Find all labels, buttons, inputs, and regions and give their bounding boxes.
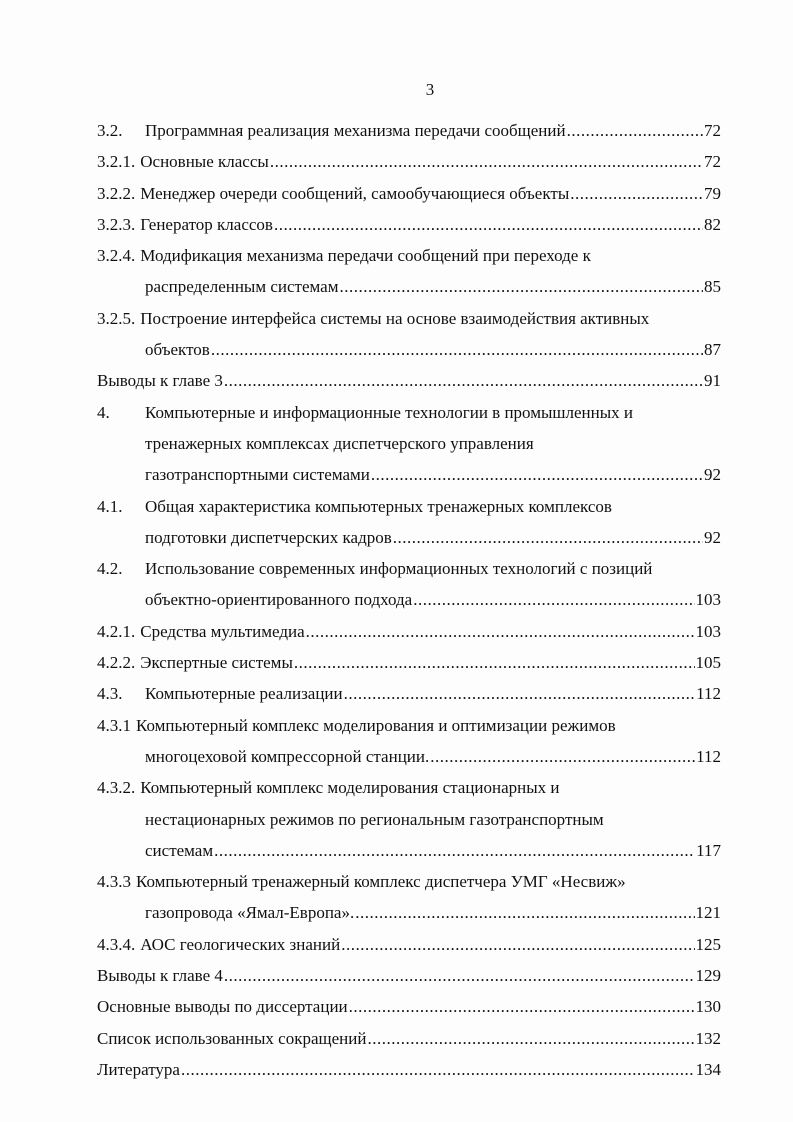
toc-entry (97, 303, 721, 366)
toc-entry-line (97, 866, 721, 897)
toc-entry-number: 4. (97, 402, 110, 422)
toc-entry-title: Компьютерные реализации (145, 684, 343, 704)
dot-leader (274, 209, 703, 240)
toc-entry-line (97, 741, 721, 772)
dot-leader (413, 584, 694, 615)
toc-entry-title: газопровода «Ямал-Европа». (145, 903, 355, 923)
dot-leader (181, 1054, 695, 1085)
toc-entry-number: 4.2.1. (97, 621, 136, 641)
toc-entry-line (97, 303, 721, 334)
toc-entry-title: АОС геологических знаний (140, 934, 341, 954)
toc-entry-line (97, 647, 721, 678)
toc-entry-line (97, 1023, 721, 1054)
toc-entry-page: 134 (695, 1059, 721, 1079)
toc-entry-line (97, 522, 721, 553)
toc-entry (97, 365, 721, 396)
toc-entry-title: Средства мультимедиа (140, 621, 305, 641)
toc-entry-title: Общая характеристика компьютерных тренажерных комплексов (145, 496, 612, 516)
toc-entry-title: газотранспортными системами (145, 465, 370, 485)
toc-entry-line (97, 178, 721, 209)
toc-entry (97, 1054, 721, 1085)
toc-entry-line (97, 271, 721, 302)
toc-entry-page: 121 (695, 903, 721, 923)
toc-entry (97, 710, 721, 773)
toc-entry-page: 72 (704, 152, 721, 172)
toc-entry-page: 92 (704, 465, 721, 485)
dot-leader (367, 1023, 694, 1054)
toc-entry-title: Компьютерные и информационные технологии в промышленных и (145, 402, 633, 422)
toc-entry-number: 3.2.3. (97, 214, 136, 234)
toc-entry (97, 929, 721, 960)
toc-entry-page: 132 (695, 1028, 721, 1048)
toc-entry-line (97, 960, 721, 991)
toc-entry-line (97, 397, 721, 428)
toc-entry-page: 92 (704, 527, 721, 547)
toc-entry-title: Основные классы (140, 152, 269, 172)
toc-entry-page: 112 (696, 684, 721, 704)
toc-entry-page: 85 (704, 277, 721, 297)
toc-entry-number: 4.2. (97, 559, 123, 579)
toc-entry (97, 647, 721, 678)
toc-entry (97, 240, 721, 303)
toc-entry (97, 553, 721, 616)
toc-entry-page: 87 (704, 340, 721, 360)
toc-entry-line (97, 209, 721, 240)
toc-entry (97, 491, 721, 554)
toc-entry-title: распределенным системам (145, 277, 339, 297)
toc-entry (97, 678, 721, 709)
toc-entry (97, 178, 721, 209)
toc-entry-line (97, 929, 721, 960)
toc-entry-number: 4.3.3 (97, 872, 131, 892)
toc-entry-number: 3.2. (97, 121, 123, 140)
dot-leader (211, 334, 703, 365)
toc-entry-number: 3.2.2. (97, 183, 136, 203)
toc-entry-line (97, 428, 721, 459)
toc-entry (97, 146, 721, 177)
toc-entry (97, 991, 721, 1022)
toc-entry-title: объектно-ориентированного подхода (145, 590, 413, 610)
dot-leader (344, 678, 696, 709)
dot-leader (224, 365, 703, 396)
toc-entry-line (97, 459, 721, 490)
toc-entry-number: 3.2.5. (97, 308, 136, 328)
toc-entry (97, 772, 721, 866)
toc-entry-title: Менеджер очереди сообщений, самообучающиеся объекты (140, 183, 570, 203)
toc-entry-title: Литература (97, 1059, 180, 1079)
dot-leader (339, 271, 703, 302)
dot-leader (567, 115, 703, 146)
toc-entry-title: системам (145, 840, 214, 860)
toc-entry-line (97, 334, 721, 365)
toc-entry-title: нестационарных режимов по региональным газотранспортным (145, 809, 604, 829)
toc-entry-page: 79 (704, 183, 721, 203)
toc-entry (97, 397, 721, 491)
toc-entry-line (97, 584, 721, 615)
toc-entry-page: 125 (695, 934, 721, 954)
toc-entry-number: 4.3.1 (97, 715, 131, 735)
toc-entry (97, 209, 721, 240)
toc-entry (97, 1023, 721, 1054)
dot-leader (341, 929, 694, 960)
toc-entry-title: Список использованных сокращений (97, 1028, 367, 1048)
toc-entry-page: 82 (704, 214, 721, 234)
dot-leader (355, 897, 694, 928)
dot-leader (570, 178, 703, 209)
toc-entry-line (97, 146, 721, 177)
toc-entry-page: 72 (704, 121, 721, 140)
toc-entry-title: Программная реализация механизма передачи сообщений (145, 121, 566, 140)
toc-entry-page: 112 (696, 746, 721, 766)
toc-entry (97, 616, 721, 647)
toc-entry-title: объектов (145, 340, 210, 360)
toc-entry-page: 103 (695, 621, 721, 641)
toc-entry-number: 4.1. (97, 496, 123, 516)
toc-entry-line (97, 804, 721, 835)
toc-entry-page: 103 (695, 590, 721, 610)
dot-leader (294, 647, 695, 678)
toc-entry-line (97, 616, 721, 647)
toc-entry-title: Компьютерный тренажерный комплекс диспетчера УМГ «Несвиж» (136, 872, 626, 892)
toc-entry-page: 130 (695, 997, 721, 1017)
toc-entry-line (97, 991, 721, 1022)
toc-entry-title: Компьютерный комплекс моделирования и оптимизации режимов (136, 715, 616, 735)
toc-entry-page: 105 (695, 653, 721, 673)
toc-entry-page: 117 (696, 840, 721, 860)
toc-entry-title: тренажерных комплексах диспетчерского управления (145, 433, 534, 453)
toc-entry-title: Использование современных информационных технологий с позиций (145, 559, 653, 579)
toc-entry (97, 960, 721, 991)
toc-entry-line (97, 710, 721, 741)
toc-entry-line (97, 365, 721, 396)
toc-entry-title: Выводы к главе 4 (97, 966, 223, 986)
toc-entry-title: подготовки диспетчерских кадров (145, 527, 392, 547)
toc-entry-title: Построение интерфейса системы на основе взаимодействия активных (140, 308, 650, 328)
dot-leader (270, 146, 703, 177)
dot-leader (371, 459, 703, 490)
dot-leader (224, 960, 695, 991)
table-of-contents (97, 115, 721, 1085)
toc-entry-line (97, 240, 721, 271)
toc-entry-number: 3.2.4. (97, 246, 136, 266)
toc-entry-line (97, 115, 721, 146)
toc-entry-line (97, 772, 721, 803)
toc-entry-line (97, 491, 721, 522)
dot-leader (214, 835, 695, 866)
toc-entry-number: 4.2.2. (97, 653, 136, 673)
toc-entry-number: 4.3. (97, 684, 123, 704)
page-number: 3 (425, 80, 435, 99)
toc-entry-line (97, 678, 721, 709)
toc-entry (97, 115, 721, 146)
toc-entry (97, 866, 721, 929)
toc-entry-number: 3.2.1. (97, 152, 136, 172)
dot-leader (393, 522, 703, 553)
toc-entry-line (97, 1054, 721, 1085)
toc-entry-title: Выводы к главе 3 (97, 371, 223, 391)
toc-entry-title: Основные выводы по диссертации (97, 997, 348, 1017)
dot-leader (306, 616, 695, 647)
toc-entry-line (97, 835, 721, 866)
toc-entry-title: Генератор классов (140, 214, 273, 234)
toc-entry-title: Экспертные системы (140, 653, 293, 673)
toc-entry-line (97, 553, 721, 584)
toc-entry-title: Компьютерный комплекс моделирования стационарных и (140, 778, 560, 798)
toc-entry-title: Модификация механизма передачи сообщений при переходе к (140, 246, 591, 266)
toc-entry-number: 4.3.4. (97, 934, 136, 954)
toc-entry-line (97, 897, 721, 928)
dot-leader (430, 741, 695, 772)
toc-entry-page: 129 (695, 966, 721, 986)
toc-entry-number: 4.3.2. (97, 778, 136, 798)
dot-leader (349, 991, 695, 1022)
toc-entry-page: 91 (704, 371, 721, 391)
toc-entry-title: многоцеховой компрессорной станции. (145, 746, 430, 766)
